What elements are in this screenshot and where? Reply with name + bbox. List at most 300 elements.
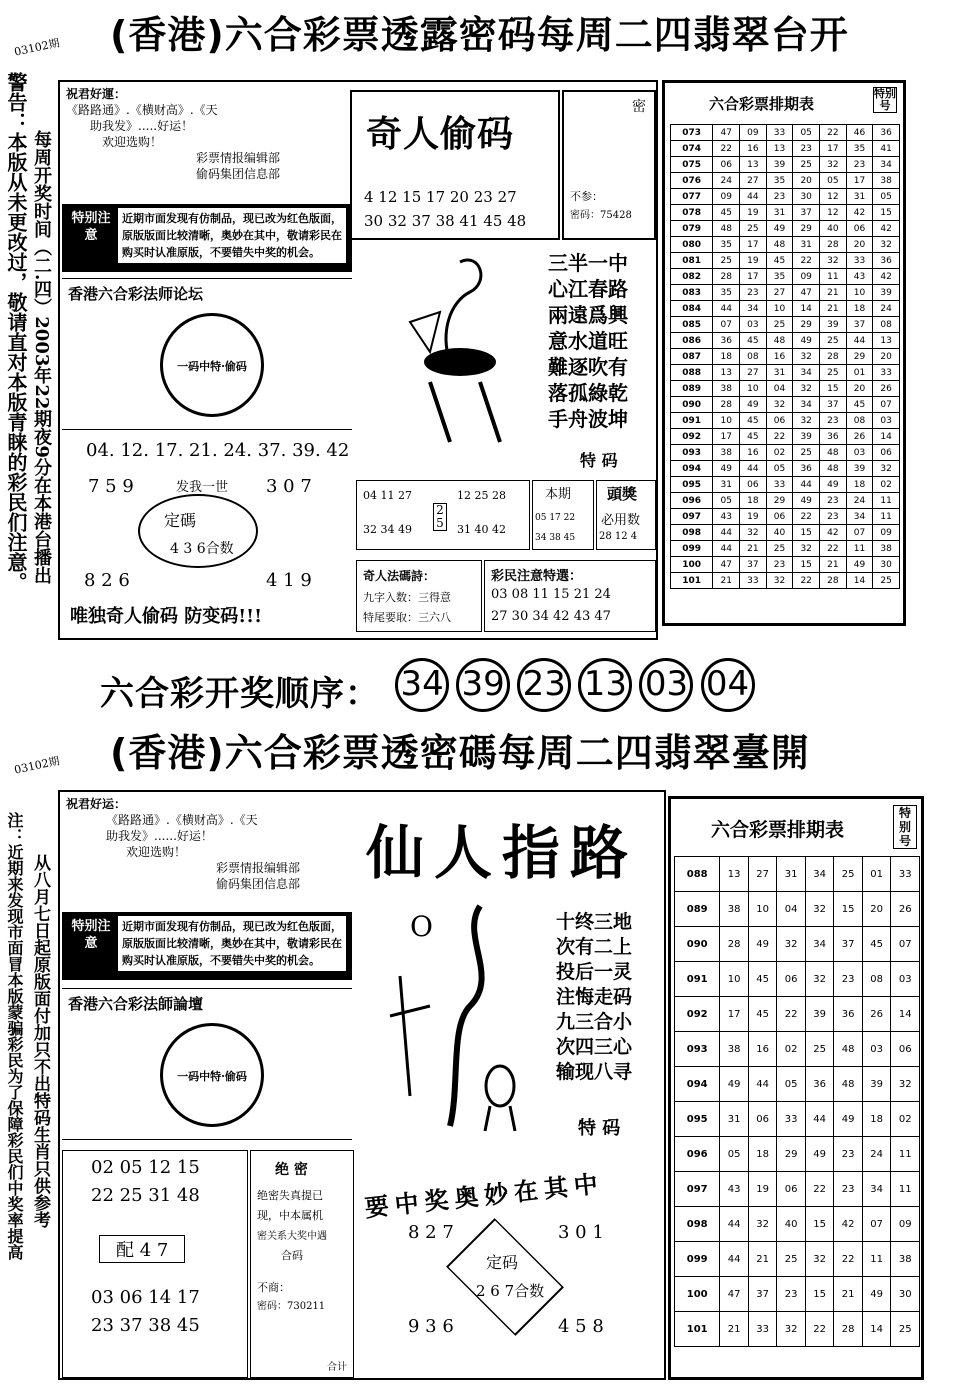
top-numbers-line: 04. 12. 17. 21. 24. 37. 39. 42: [86, 440, 350, 461]
schedule-cell: 26: [846, 429, 873, 445]
schedule-row: [671, 173, 900, 189]
schedule-cell: 32: [805, 962, 834, 997]
schedule-cell: 28: [713, 269, 740, 285]
schedule-period: 091: [675, 962, 720, 997]
schedule-cell: 29: [793, 317, 820, 333]
schedule-period: 088: [671, 365, 713, 381]
schedule-cell: 37: [846, 317, 873, 333]
schedule-cell: 32: [873, 461, 900, 477]
schedule-row: [671, 573, 900, 589]
schedule-cell: 11: [891, 1172, 920, 1207]
bottom-nums-box: [62, 1150, 248, 1378]
schedule-cell: 13: [720, 857, 749, 892]
schedule-cell: 22: [793, 253, 820, 269]
schedule-period: 098: [675, 1207, 720, 1242]
top-qiren-l2: 特尾要取：三六八: [363, 611, 451, 624]
schedule-cell: 25: [873, 573, 900, 589]
bottom-juemi-l1: 绝密失真提已: [257, 1189, 323, 1202]
schedule-row: [675, 1207, 920, 1242]
bottom-forum-seal-text: 一码中特·偷码: [177, 1070, 247, 1083]
schedule-cell: 44: [793, 477, 820, 493]
schedule-cell: 32: [748, 1207, 777, 1242]
schedule-cell: 32: [766, 397, 793, 413]
bottom-poem-line: 九三合小: [556, 1011, 633, 1033]
bottom-juemi-l3: 密关系大奖中遇: [257, 1231, 327, 1242]
schedule-row: [671, 317, 900, 333]
top-poem-line: 難逐吹有: [548, 355, 628, 379]
schedule-cell: 23: [820, 493, 847, 509]
top-benqi-r1: 05 17 22: [535, 513, 576, 523]
schedule-cell: 11: [891, 1137, 920, 1172]
schedule-cell: 07: [891, 927, 920, 962]
schedule-cell: 40: [766, 525, 793, 541]
schedule-cell: 25: [793, 445, 820, 461]
schedule-period: 093: [675, 1032, 720, 1067]
top-grid-r1b: 12 25 28: [457, 489, 506, 502]
top-header: (香港)六合彩票透露密码每周二四翡翠台开: [110, 13, 849, 57]
schedule-cell: 27: [740, 365, 767, 381]
schedule-period: 093: [671, 445, 713, 461]
top-mi-footer: 不参：: [570, 190, 603, 203]
schedule-cell: 14: [793, 301, 820, 317]
schedule-cell: 40: [820, 221, 847, 237]
bottom-juemi-l2: 现，中本属机: [257, 1209, 323, 1222]
schedule-cell: 45: [748, 997, 777, 1032]
schedule-cell: 24: [846, 493, 873, 509]
schedule-cell: 13: [766, 141, 793, 157]
top-poem-line: 三半一中: [548, 251, 628, 275]
schedule-cell: 49: [805, 1137, 834, 1172]
schedule-cell: 32: [873, 237, 900, 253]
schedule-cell: 23: [846, 157, 873, 173]
bottom-forum-seal: [160, 1023, 264, 1127]
svg-text:O: O: [410, 910, 433, 943]
top-caimin-r2: 27 30 34 42 43 47: [491, 609, 611, 624]
schedule-cell: 39: [846, 461, 873, 477]
schedule-cell: 39: [766, 157, 793, 173]
schedule-cell: 44: [748, 1067, 777, 1102]
top-secret-box: [350, 90, 560, 240]
top-benqi-box: [532, 480, 594, 550]
schedule-row: [675, 997, 920, 1032]
schedule-cell: 28: [713, 397, 740, 413]
schedule-cell: 34: [805, 927, 834, 962]
schedule-cell: 21: [820, 285, 847, 301]
schedule-cell: 06: [766, 509, 793, 525]
top-illustration: [390, 252, 540, 452]
top-toujiang-box: [596, 480, 656, 550]
schedule-cell: 29: [846, 349, 873, 365]
schedule-cell: 03: [846, 445, 873, 461]
top-secret-row2: 30 32 37 38 41 45 48: [364, 212, 527, 230]
schedule-cell: 37: [748, 1277, 777, 1312]
schedule-cell: 25: [805, 1032, 834, 1067]
schedule-cell: 09: [891, 1207, 920, 1242]
schedule-cell: 25: [740, 221, 767, 237]
top-poem-caption: 特 码: [580, 451, 618, 470]
schedule-cell: 47: [713, 125, 740, 141]
schedule-period: 076: [671, 173, 713, 189]
schedule-cell: 49: [766, 221, 793, 237]
schedule-cell: 20: [793, 173, 820, 189]
bottom-stamp: 03102期: [13, 754, 61, 777]
schedule-cell: 07: [846, 525, 873, 541]
schedule-cell: 33: [777, 1102, 806, 1137]
draw-order: [100, 658, 757, 715]
schedule-cell: 42: [846, 205, 873, 221]
schedule-cell: 21: [713, 573, 740, 589]
schedule-cell: 36: [873, 253, 900, 269]
bottom-ding-label: 定码: [486, 1253, 519, 1272]
schedule-cell: 19: [740, 205, 767, 221]
schedule-cell: 48: [713, 221, 740, 237]
top-poem-line: 兩遠爲興: [548, 303, 628, 327]
schedule-cell: 48: [820, 461, 847, 477]
schedule-cell: 37: [820, 397, 847, 413]
schedule-cell: 05: [713, 493, 740, 509]
schedule-period: 087: [671, 349, 713, 365]
schedule-cell: 02: [873, 477, 900, 493]
schedule-cell: 25: [793, 157, 820, 173]
schedule-cell: 06: [846, 221, 873, 237]
schedule-cell: 34: [846, 509, 873, 525]
schedule-cell: 29: [793, 221, 820, 237]
schedule-cell: 45: [740, 413, 767, 429]
schedule-cell: 31: [777, 857, 806, 892]
top-benqi-r2: 34 38 45: [535, 533, 576, 543]
top-greeting-line1: 《路路通》.《横财高》.《天: [66, 103, 218, 117]
schedule-cell: 37: [740, 557, 767, 573]
top-toujiang-label: 頭獎: [607, 485, 638, 503]
schedule-cell: 22: [793, 573, 820, 589]
schedule-cell: 14: [891, 997, 920, 1032]
schedule-cell: 21: [820, 557, 847, 573]
draw-ball: 34: [395, 658, 449, 712]
top-qiren-title: 奇人法碼詩：: [363, 569, 436, 583]
schedule-cell: 07: [873, 397, 900, 413]
schedule-cell: 44: [720, 1242, 749, 1277]
bottom-poem-line: 注悔走码: [556, 986, 633, 1008]
top-grid-mid: 2 5: [433, 503, 447, 531]
schedule-cell: 06: [891, 1032, 920, 1067]
top-greeting-label: 祝君好運：: [66, 87, 127, 101]
draw-ball: 04: [701, 658, 755, 712]
schedule-cell: 21: [820, 301, 847, 317]
schedule-cell: 05: [873, 189, 900, 205]
schedule-cell: 31: [713, 477, 740, 493]
schedule-row: [671, 141, 900, 157]
schedule-cell: 15: [793, 525, 820, 541]
schedule-period: 082: [671, 269, 713, 285]
schedule-cell: 35: [846, 141, 873, 157]
schedule-cell: 23: [766, 189, 793, 205]
bottom-forum: [62, 988, 352, 1140]
schedule-period: 094: [675, 1067, 720, 1102]
schedule-row: [671, 269, 900, 285]
top-mi-footer2: 密码：75428: [570, 210, 632, 221]
schedule-period: 095: [671, 477, 713, 493]
schedule-cell: 28: [820, 237, 847, 253]
schedule-cell: 34: [873, 157, 900, 173]
schedule-row: [671, 381, 900, 397]
schedule-cell: 08: [740, 349, 767, 365]
bottom-illustration: [370, 896, 550, 1136]
schedule-row: [671, 525, 900, 541]
schedule-cell: 33: [766, 125, 793, 141]
schedule-cell: 10: [740, 381, 767, 397]
bottom-schedule-title: 六合彩票排期表: [711, 819, 845, 841]
top-ding-top-right: 3 0 7: [266, 476, 312, 497]
schedule-cell: 48: [766, 237, 793, 253]
schedule-cell: 36: [820, 429, 847, 445]
schedule-cell: 38: [720, 1032, 749, 1067]
bottom-greeting-label: 祝君好运：: [66, 797, 127, 811]
schedule-cell: 39: [820, 317, 847, 333]
top-caimin-title: 彩民注意特選：: [491, 569, 583, 584]
bottom-warning: [62, 912, 352, 980]
schedule-cell: 12: [820, 189, 847, 205]
schedule-cell: 32: [793, 413, 820, 429]
schedule-cell: 18: [846, 301, 873, 317]
top-mi-label: 密: [632, 99, 646, 115]
schedule-row: [671, 125, 900, 141]
schedule-period: 099: [671, 541, 713, 557]
schedule-cell: 23: [834, 1172, 863, 1207]
schedule-cell: 21: [740, 541, 767, 557]
schedule-cell: 48: [820, 445, 847, 461]
schedule-period: 092: [675, 997, 720, 1032]
bottom-greeting-line3: 欢迎选购！: [126, 845, 187, 859]
schedule-cell: 11: [820, 269, 847, 285]
schedule-cell: 01: [846, 365, 873, 381]
schedule-cell: 04: [766, 381, 793, 397]
schedule-cell: 11: [873, 509, 900, 525]
schedule-row: [671, 429, 900, 445]
schedule-cell: 44: [713, 541, 740, 557]
top-poem-line: 心江春路: [548, 277, 628, 301]
schedule-cell: 48: [834, 1067, 863, 1102]
schedule-cell: 10: [846, 285, 873, 301]
schedule-cell: 23: [820, 413, 847, 429]
schedule-cell: 25: [777, 1242, 806, 1277]
top-secret-title: 奇人偷码: [366, 113, 515, 155]
bottom-nums-r1: 02 05 12 15: [91, 1157, 200, 1178]
schedule-cell: 36: [834, 997, 863, 1032]
schedule-cell: 06: [713, 157, 740, 173]
bottom-greeting-sign2: 偷码集团信息部: [216, 877, 301, 891]
schedule-period: 074: [671, 141, 713, 157]
schedule-cell: 37: [793, 205, 820, 221]
schedule-cell: 44: [846, 333, 873, 349]
schedule-row: [675, 857, 920, 892]
schedule-cell: 20: [873, 349, 900, 365]
schedule-cell: 33: [748, 1312, 777, 1347]
schedule-cell: 19: [748, 1172, 777, 1207]
schedule-cell: 30: [873, 557, 900, 573]
schedule-row: [671, 541, 900, 557]
schedule-cell: 18: [846, 477, 873, 493]
schedule-cell: 13: [873, 333, 900, 349]
bottom-ding-bot-left: 9 3 6: [408, 1316, 454, 1337]
schedule-cell: 06: [766, 413, 793, 429]
schedule-row: [671, 397, 900, 413]
schedule-cell: 31: [766, 205, 793, 221]
schedule-cell: 23: [834, 1137, 863, 1172]
top-forum-title: 香港六合彩法师论坛: [68, 285, 204, 303]
top-stamp: 03102期: [13, 36, 61, 59]
schedule-row: [671, 461, 900, 477]
top-ding-bot-right: 4 1 9: [266, 570, 312, 591]
bottom-header: (香港)六合彩票透密碼每周二四翡翠臺開: [110, 731, 810, 775]
top-ding-top-left: 7 5 9: [88, 476, 134, 497]
bottom-juemi-title: 绝 密: [275, 1162, 308, 1178]
schedule-cell: 40: [777, 1207, 806, 1242]
bottom-poem-line: 输现八寻: [556, 1061, 633, 1083]
schedule-row: [675, 1242, 920, 1277]
schedule-row: [675, 927, 920, 962]
schedule-cell: 15: [793, 557, 820, 573]
schedule-cell: 22: [805, 1312, 834, 1347]
top-greeting-line3: 欢迎选购！: [102, 135, 163, 149]
schedule-cell: 34: [862, 1172, 891, 1207]
schedule-cell: 06: [748, 1102, 777, 1137]
schedule-cell: 08: [846, 413, 873, 429]
schedule-cell: 49: [862, 1277, 891, 1312]
schedule-period: 096: [671, 493, 713, 509]
top-toujiang-value: 28 12 4: [599, 531, 638, 542]
schedule-cell: 39: [805, 997, 834, 1032]
top-greeting-line2: 助我发》.....好运！: [90, 119, 194, 133]
schedule-cell: 36: [793, 461, 820, 477]
schedule-cell: 09: [873, 525, 900, 541]
schedule-period: 088: [675, 857, 720, 892]
schedule-cell: 36: [805, 1067, 834, 1102]
bottom-ding-value: 2 6 7合数: [476, 1282, 545, 1300]
draw-ball: 03: [639, 658, 693, 712]
bottom-juemi-corner: 合计: [327, 1362, 347, 1373]
schedule-cell: 06: [740, 477, 767, 493]
schedule-cell: 07: [862, 1207, 891, 1242]
top-poem-line: 意水道旺: [548, 329, 628, 353]
schedule-cell: 34: [793, 397, 820, 413]
schedule-cell: 22: [713, 141, 740, 157]
schedule-cell: 02: [766, 445, 793, 461]
schedule-cell: 33: [740, 573, 767, 589]
top-schedule-table: [670, 124, 900, 589]
schedule-period: 075: [671, 157, 713, 173]
schedule-row: [675, 1067, 920, 1102]
top-grid-r2: 32 34 49: [363, 523, 412, 536]
schedule-period: 096: [675, 1137, 720, 1172]
bottom-forum-title: 香港六合彩法師論壇: [68, 995, 204, 1013]
schedule-cell: 25: [766, 541, 793, 557]
schedule-period: 091: [671, 413, 713, 429]
schedule-cell: 10: [766, 301, 793, 317]
schedule-period: 097: [671, 509, 713, 525]
bottom-greeting-line1: 《路路通》.《横财高》.《天: [106, 813, 258, 827]
bottom-schedule-tag: 特别号: [893, 805, 917, 849]
schedule-cell: 33: [873, 365, 900, 381]
schedule-row: [671, 237, 900, 253]
schedule-cell: 11: [873, 493, 900, 509]
schedule-cell: 22: [820, 541, 847, 557]
top-grid-r2b: 31 40 42: [457, 523, 506, 536]
schedule-cell: 38: [891, 1242, 920, 1277]
schedule-cell: 49: [720, 1067, 749, 1102]
schedule-cell: 08: [862, 962, 891, 997]
schedule-cell: 19: [740, 253, 767, 269]
schedule-cell: 49: [834, 1102, 863, 1137]
schedule-cell: 43: [713, 509, 740, 525]
schedule-cell: 49: [740, 397, 767, 413]
schedule-cell: 03: [891, 962, 920, 997]
schedule-row: [671, 365, 900, 381]
schedule-cell: 27: [766, 285, 793, 301]
schedule-cell: 34: [805, 857, 834, 892]
schedule-cell: 08: [873, 317, 900, 333]
schedule-period: 100: [671, 557, 713, 573]
schedule-cell: 25: [820, 333, 847, 349]
top-toujiang-line: 必用数: [601, 513, 641, 528]
bottom-poem: [556, 910, 656, 1085]
bottom-juemi-footer: 不商：: [257, 1281, 290, 1294]
schedule-row: [675, 1032, 920, 1067]
top-greeting-sign2: 偷码集团信息部: [196, 167, 281, 181]
top-vertical-schedule: 每周开奖时间（二.四）2003年22期夜9分在本港台播出: [31, 130, 52, 584]
top-qiren-l1: 九字入数：三得意: [363, 591, 451, 604]
schedule-period: 079: [671, 221, 713, 237]
top-ding-top-mid: 发我一世: [176, 480, 229, 495]
bottom-juemi-footer2: 密码：730211: [257, 1301, 326, 1312]
draw-ball: 39: [456, 658, 510, 712]
bottom-poem-line: 次四三心: [556, 1036, 633, 1058]
bottom-greeting-line2: 助我发》......好运！: [106, 829, 213, 843]
top-schedule-title: 六合彩票排期表: [709, 95, 815, 113]
schedule-cell: 32: [891, 1067, 920, 1102]
schedule-cell: 23: [834, 962, 863, 997]
schedule-cell: 16: [766, 349, 793, 365]
schedule-cell: 15: [805, 1277, 834, 1312]
schedule-cell: 22: [766, 429, 793, 445]
schedule-cell: 32: [793, 541, 820, 557]
schedule-row: [675, 1137, 920, 1172]
schedule-cell: 41: [873, 141, 900, 157]
schedule-cell: 28: [820, 349, 847, 365]
schedule-cell: 10: [748, 892, 777, 927]
schedule-cell: 44: [720, 1207, 749, 1242]
bottom-title: 仙人指路: [366, 819, 639, 887]
schedule-period: 094: [671, 461, 713, 477]
schedule-cell: 35: [713, 237, 740, 253]
bottom-warning-text: 近期市面发现有仿制品，现已改为红色版面，原版版面比较清晰，奥妙在其中，敬请彩民在购买时认准原版，不要错失中奖的机会。: [118, 916, 346, 971]
schedule-cell: 06: [873, 445, 900, 461]
schedule-cell: 22: [820, 125, 847, 141]
schedule-cell: 15: [820, 381, 847, 397]
schedule-cell: 22: [777, 997, 806, 1032]
schedule-period: 083: [671, 285, 713, 301]
schedule-cell: 09: [713, 189, 740, 205]
schedule-cell: 43: [846, 269, 873, 285]
schedule-cell: 25: [820, 365, 847, 381]
top-caimin-r1: 03 08 11 15 21 24: [491, 587, 611, 602]
schedule-cell: 49: [793, 493, 820, 509]
schedule-row: [671, 509, 900, 525]
schedule-row: [671, 557, 900, 573]
schedule-cell: 05: [820, 173, 847, 189]
schedule-cell: 25: [713, 253, 740, 269]
schedule-cell: 18: [748, 1137, 777, 1172]
schedule-cell: 13: [713, 365, 740, 381]
